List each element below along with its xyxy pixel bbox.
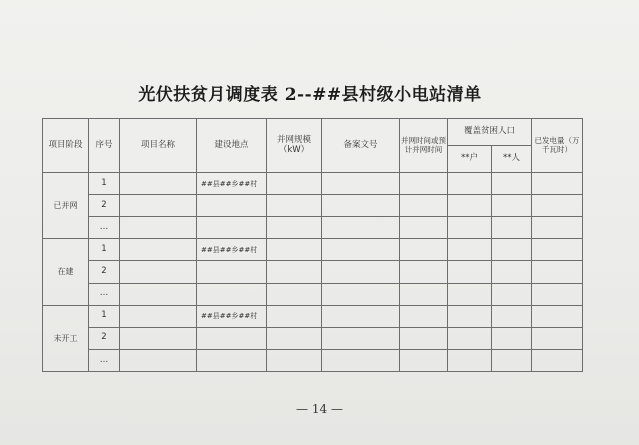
people-cell	[492, 283, 532, 305]
project-name-cell	[120, 217, 197, 239]
location-cell: ##县##乡##村	[197, 305, 267, 327]
generated-cell	[532, 349, 583, 371]
location-cell	[197, 261, 267, 283]
households-cell	[448, 261, 492, 283]
generated-cell	[532, 283, 583, 305]
grid-time-cell	[400, 173, 448, 195]
seq-cell: …	[89, 217, 120, 239]
header-people: **人	[492, 146, 532, 173]
location-cell	[197, 217, 267, 239]
seq-cell: 2	[89, 327, 120, 349]
grid-time-cell	[400, 261, 448, 283]
people-cell	[492, 195, 532, 217]
people-cell	[492, 261, 532, 283]
generated-cell	[532, 173, 583, 195]
seq-cell: 2	[89, 261, 120, 283]
people-cell	[492, 173, 532, 195]
filing-number-cell	[322, 327, 400, 349]
grid-time-cell	[400, 349, 448, 371]
seq-cell: 1	[89, 173, 120, 195]
project-name-cell	[120, 283, 197, 305]
header-stage: 项目阶段	[43, 119, 89, 173]
filing-number-cell	[322, 283, 400, 305]
capacity-cell	[267, 261, 322, 283]
location-cell	[197, 195, 267, 217]
generated-cell	[532, 239, 583, 261]
seq-cell: …	[89, 283, 120, 305]
grid-time-cell	[400, 239, 448, 261]
project-name-cell	[120, 239, 197, 261]
capacity-cell	[267, 195, 322, 217]
project-name-cell	[120, 305, 197, 327]
location-cell	[197, 349, 267, 371]
project-name-cell	[120, 327, 197, 349]
table-row	[43, 195, 583, 217]
capacity-cell	[267, 217, 322, 239]
header-generated: 已发电量（万千瓦时）	[532, 119, 583, 173]
header-capacity: 并网规模（kW）	[267, 119, 322, 173]
header-project-name: 项目名称	[120, 119, 197, 173]
capacity-cell	[267, 283, 322, 305]
header-coverage: 覆盖贫困人口	[448, 119, 532, 146]
table-row	[43, 349, 583, 371]
people-cell	[492, 327, 532, 349]
table-row	[43, 173, 583, 195]
table-row	[43, 217, 583, 239]
table-row	[43, 239, 583, 261]
grid-time-cell	[400, 305, 448, 327]
capacity-cell	[267, 305, 322, 327]
capacity-cell	[267, 349, 322, 371]
table-row	[43, 261, 583, 283]
header-filing-number: 备案文号	[322, 119, 400, 173]
households-cell	[448, 195, 492, 217]
seq-cell: 2	[89, 195, 120, 217]
generated-cell	[532, 195, 583, 217]
filing-number-cell	[322, 195, 400, 217]
header-location: 建设地点	[197, 119, 267, 173]
project-name-cell	[120, 261, 197, 283]
generated-cell	[532, 261, 583, 283]
grid-time-cell	[400, 195, 448, 217]
filing-number-cell	[322, 173, 400, 195]
header-row	[43, 119, 583, 146]
header-seq: 序号	[89, 119, 120, 173]
households-cell	[448, 349, 492, 371]
generated-cell	[532, 327, 583, 349]
people-cell	[492, 305, 532, 327]
filing-number-cell	[322, 305, 400, 327]
header-grid-time: 并网时间或预计并网时间	[400, 119, 448, 173]
table-row	[43, 327, 583, 349]
generated-cell	[532, 217, 583, 239]
table-row	[43, 305, 583, 327]
capacity-cell	[267, 327, 322, 349]
filing-number-cell	[322, 217, 400, 239]
grid-time-cell	[400, 217, 448, 239]
households-cell	[448, 239, 492, 261]
capacity-cell	[267, 173, 322, 195]
households-cell	[448, 217, 492, 239]
project-name-cell	[120, 195, 197, 217]
station-table	[42, 118, 583, 372]
stage-cell: 在建	[43, 239, 89, 305]
capacity-cell	[267, 239, 322, 261]
filing-number-cell	[322, 261, 400, 283]
seq-cell: 1	[89, 305, 120, 327]
location-cell: ##县##乡##村	[197, 173, 267, 195]
location-cell: ##县##乡##村	[197, 239, 267, 261]
project-name-cell	[120, 173, 197, 195]
filing-number-cell	[322, 349, 400, 371]
header-households: **户	[448, 146, 492, 173]
households-cell	[448, 305, 492, 327]
grid-time-cell	[400, 327, 448, 349]
seq-cell: …	[89, 349, 120, 371]
seq-cell: 1	[89, 239, 120, 261]
table-body	[43, 173, 583, 372]
grid-time-cell	[400, 283, 448, 305]
people-cell	[492, 349, 532, 371]
filing-number-cell	[322, 239, 400, 261]
people-cell	[492, 239, 532, 261]
location-cell	[197, 327, 267, 349]
people-cell	[492, 217, 532, 239]
households-cell	[448, 327, 492, 349]
page-number: — 14 —	[296, 402, 343, 416]
stage-cell: 已并网	[43, 173, 89, 239]
location-cell	[197, 283, 267, 305]
stage-cell: 未开工	[43, 305, 89, 371]
generated-cell	[532, 305, 583, 327]
project-name-cell	[120, 349, 197, 371]
households-cell	[448, 283, 492, 305]
table-row	[43, 283, 583, 305]
households-cell	[448, 173, 492, 195]
page-title: 光伏扶贫月调度表 2--##县村级小电站清单	[138, 85, 482, 105]
